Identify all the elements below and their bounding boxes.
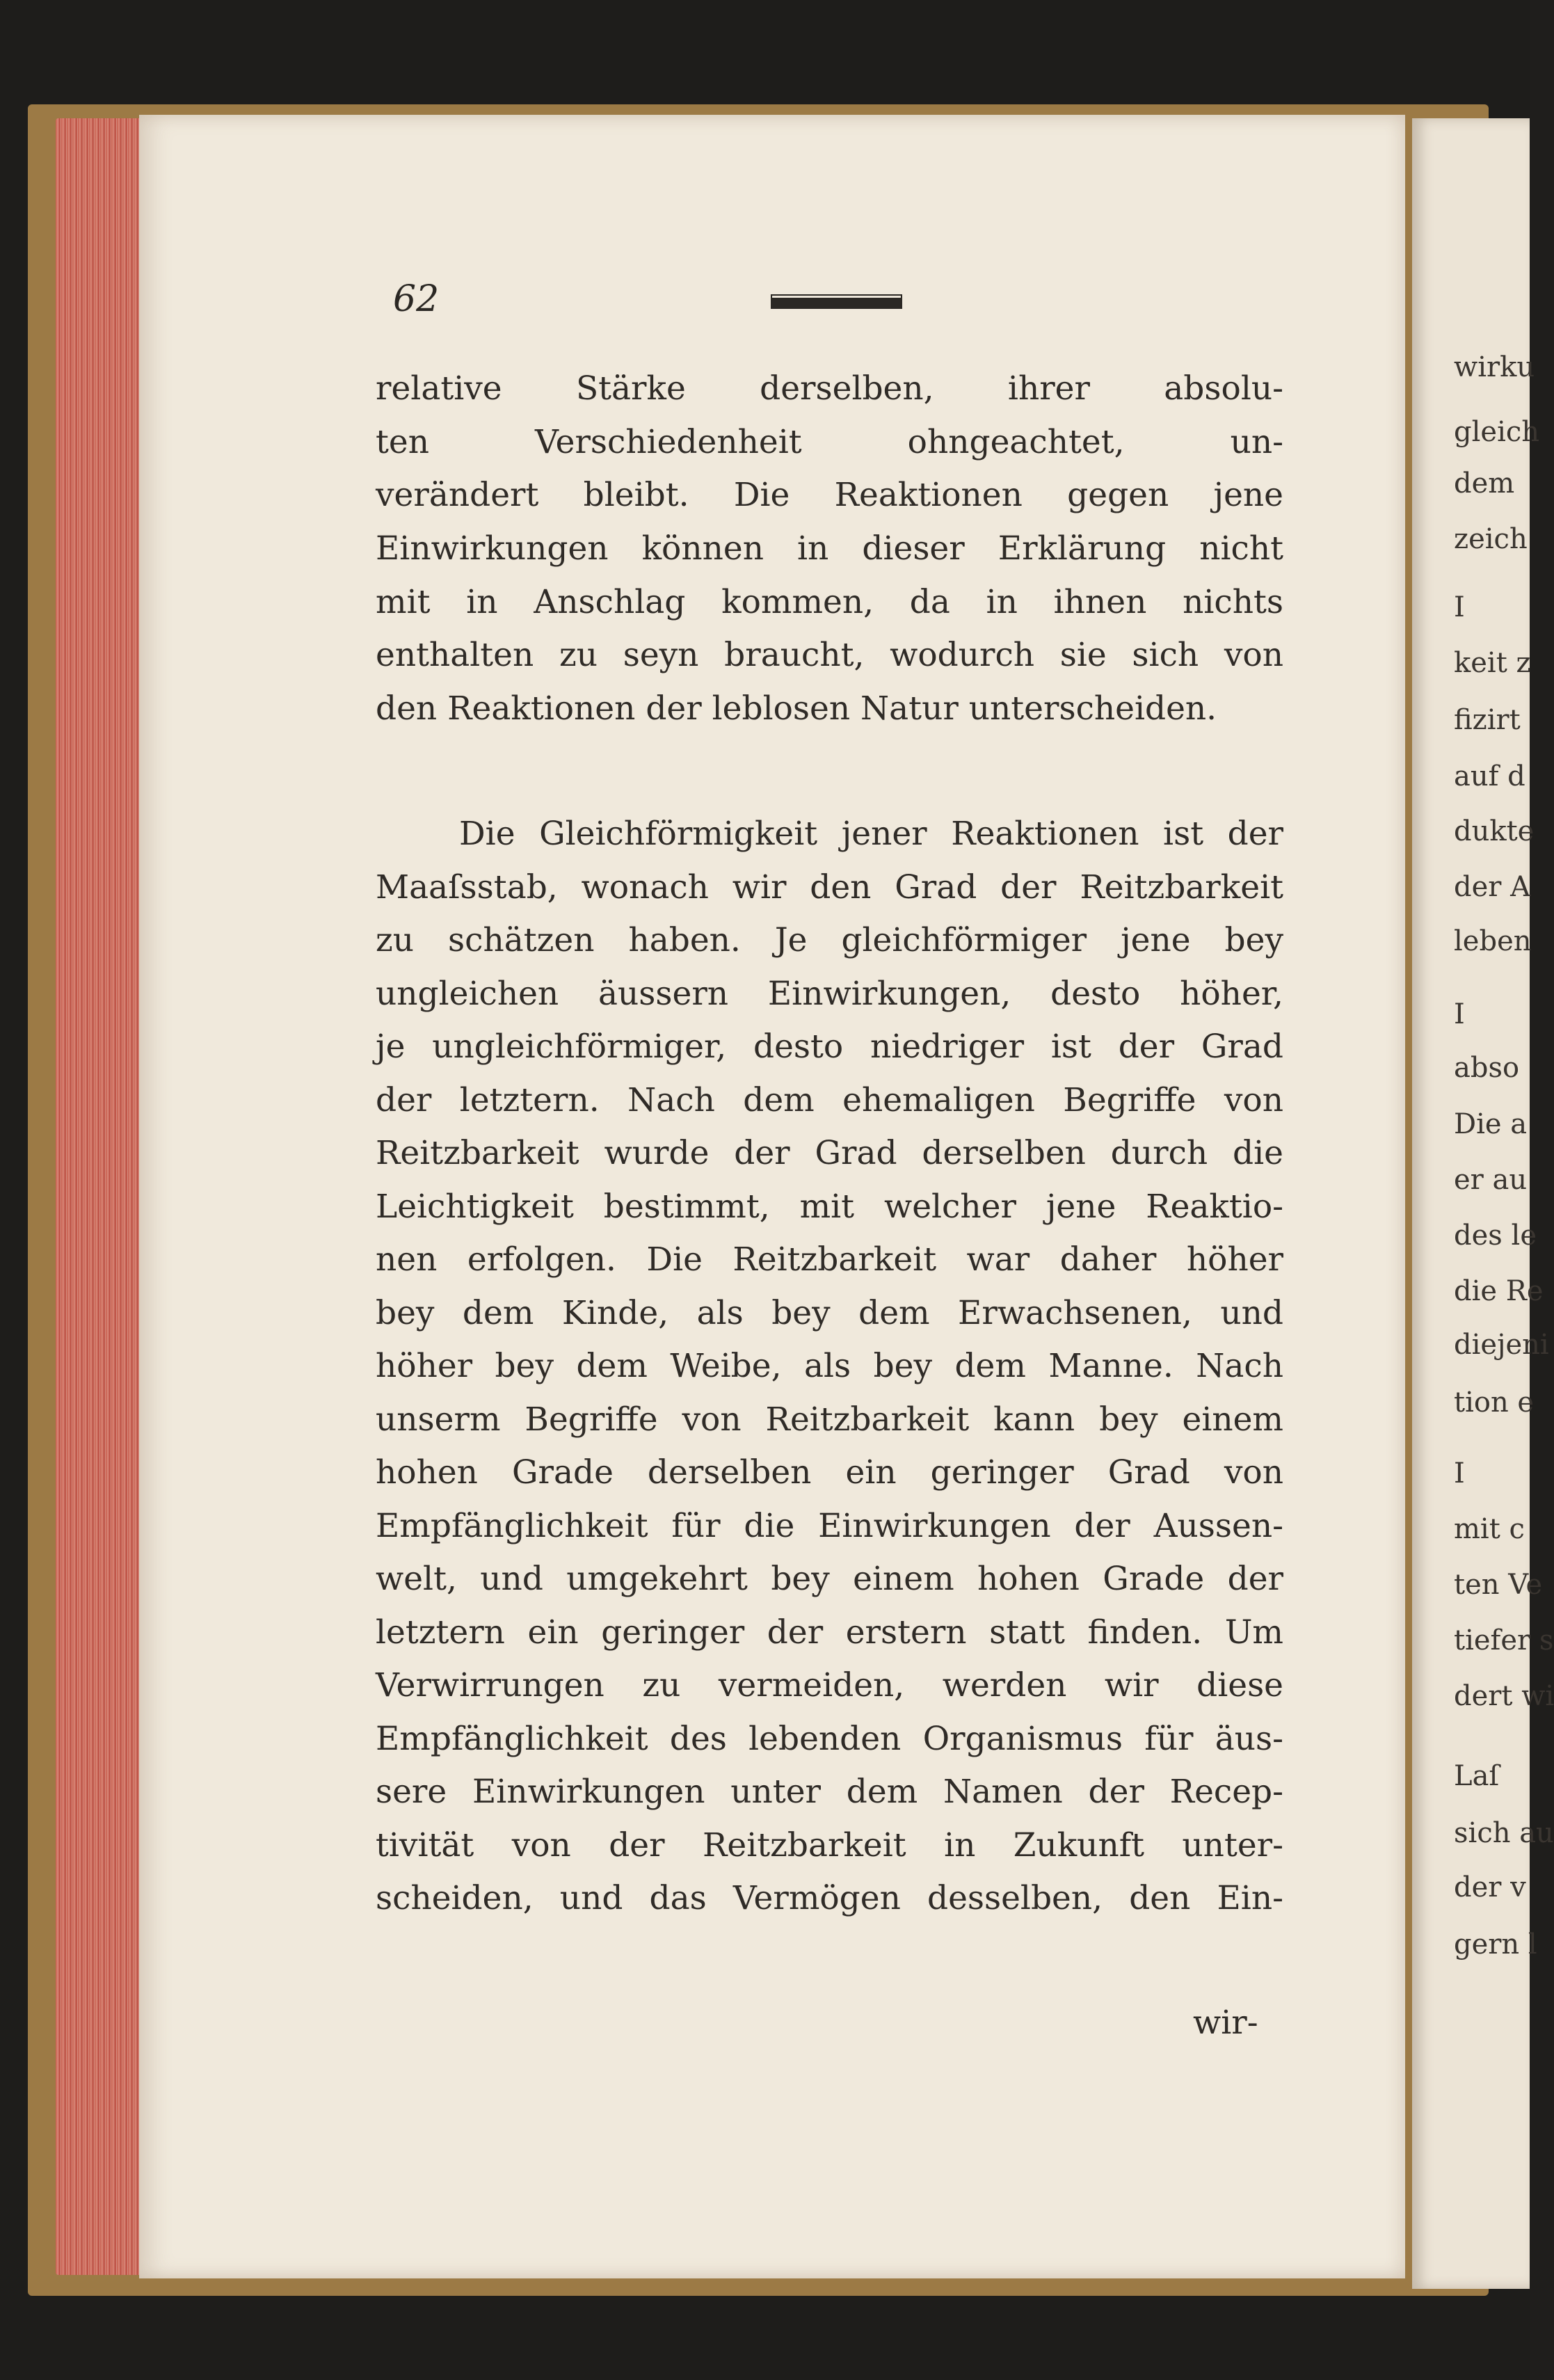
facing-fragment: I xyxy=(1454,591,1465,623)
facing-fragment: keit z xyxy=(1454,647,1531,679)
text-line: der letztern. Nach dem ehemaligen Begriffe von xyxy=(376,1081,1283,1119)
text-line: welt, und umgekehrt bey einem hohen Grade der xyxy=(376,1560,1283,1598)
facing-fragment: I xyxy=(1454,998,1465,1030)
facing-fragment: diejeni xyxy=(1454,1329,1549,1361)
facing-fragment: dert wi xyxy=(1454,1680,1554,1712)
facing-fragment: dem xyxy=(1454,468,1515,500)
text-line: Leichtigkeit bestimmt, mit welcher jene Reaktio- xyxy=(376,1188,1283,1226)
text-line: hohen Grade derselben ein geringer Grad von xyxy=(376,1453,1283,1492)
text-line: verändert bleibt. Die Reaktionen gegen jene xyxy=(376,476,1283,514)
facing-fragment: die Re xyxy=(1454,1275,1544,1307)
text-line: mit in Anschlag kommen, da in ihnen nichts xyxy=(376,583,1283,621)
facing-fragment: dukte xyxy=(1454,815,1535,847)
text-line: relative Stärke derselben, ihrer absolu- xyxy=(376,369,1283,408)
facing-fragment: sich au xyxy=(1454,1817,1554,1849)
text-line: Reitzbarkeit wurde der Grad derselben durch die xyxy=(376,1134,1283,1172)
text-line: enthalten zu seyn braucht, wodurch sie sich von xyxy=(376,636,1283,674)
text-line: je ungleichförmiger, desto niedriger ist der Grad xyxy=(376,1028,1283,1066)
facing-fragment: abso xyxy=(1454,1052,1520,1084)
facing-fragment: Laſ xyxy=(1454,1760,1500,1792)
facing-fragment: tion e xyxy=(1454,1387,1535,1419)
text-line: ten Verschiedenheit ohngeachtet, un- xyxy=(376,423,1283,461)
page-number: 62 xyxy=(393,278,440,320)
text-line: Maaſsstab, wonach wir den Grad der Reitzbarkeit xyxy=(376,868,1283,907)
facing-fragment: wirku xyxy=(1454,351,1535,383)
text-line: höher bey dem Weibe, als bey dem Manne. Nach xyxy=(376,1347,1283,1385)
catchword: wir- xyxy=(1193,2004,1258,2042)
facing-fragment: ten Ve xyxy=(1454,1569,1543,1601)
text-line: Empfänglichkeit des lebenden Organismus für äus- xyxy=(376,1720,1283,1758)
text-line: den Reaktionen der leblosen Natur unterscheiden. xyxy=(376,689,1217,728)
facing-fragment: der v xyxy=(1454,1871,1526,1903)
facing-fragment: Die a xyxy=(1454,1108,1528,1140)
text-line: bey dem Kinde, als bey dem Erwachsenen, und xyxy=(376,1294,1283,1332)
facing-fragment: auf d xyxy=(1454,760,1525,792)
text-line: Empfänglichkeit für die Einwirkungen der Aussen- xyxy=(376,1507,1283,1545)
text-line: sere Einwirkungen unter dem Namen der Recep- xyxy=(376,1773,1283,1811)
text-line: zu schätzen haben. Je gleichförmiger jene bey xyxy=(376,921,1283,959)
facing-fragment: zeich xyxy=(1454,523,1528,555)
text-line: scheiden, und das Vermögen desselben, den Ein- xyxy=(376,1879,1283,1917)
facing-fragment: I xyxy=(1454,1457,1465,1490)
text-line: nen erfolgen. Die Reitzbarkeit war daher höher xyxy=(376,1240,1283,1279)
text-line: tivität von der Reitzbarkeit in Zukunft unter- xyxy=(376,1826,1283,1864)
facing-fragment: leben xyxy=(1454,925,1532,957)
facing-fragment: er au xyxy=(1454,1164,1528,1196)
text-line: Verwirrungen zu vermeiden, werden wir diese xyxy=(376,1666,1283,1704)
text-line: letztern ein geringer der erstern statt finden. Um xyxy=(376,1613,1283,1652)
text-line: Einwirkungen können in dieser Erklärung nicht xyxy=(376,529,1283,568)
facing-fragment: tiefer s xyxy=(1454,1624,1554,1656)
text-line: ungleichen äussern Einwirkungen, desto höher, xyxy=(376,975,1283,1013)
facing-fragment: der A xyxy=(1454,871,1530,903)
facing-fragment: mit c xyxy=(1454,1513,1525,1545)
facing-fragment: des le xyxy=(1454,1220,1537,1252)
facing-fragment: gleich xyxy=(1454,416,1540,448)
facing-fragment: gern l xyxy=(1454,1928,1537,1960)
text-line: unserm Begriffe von Reitzbarkeit kann bey einem xyxy=(376,1400,1283,1439)
facing-fragment: fizirt xyxy=(1454,704,1521,736)
text-line: Die Gleichförmigkeit jener Reaktionen ist der xyxy=(459,815,1283,853)
header-rule xyxy=(772,296,901,308)
